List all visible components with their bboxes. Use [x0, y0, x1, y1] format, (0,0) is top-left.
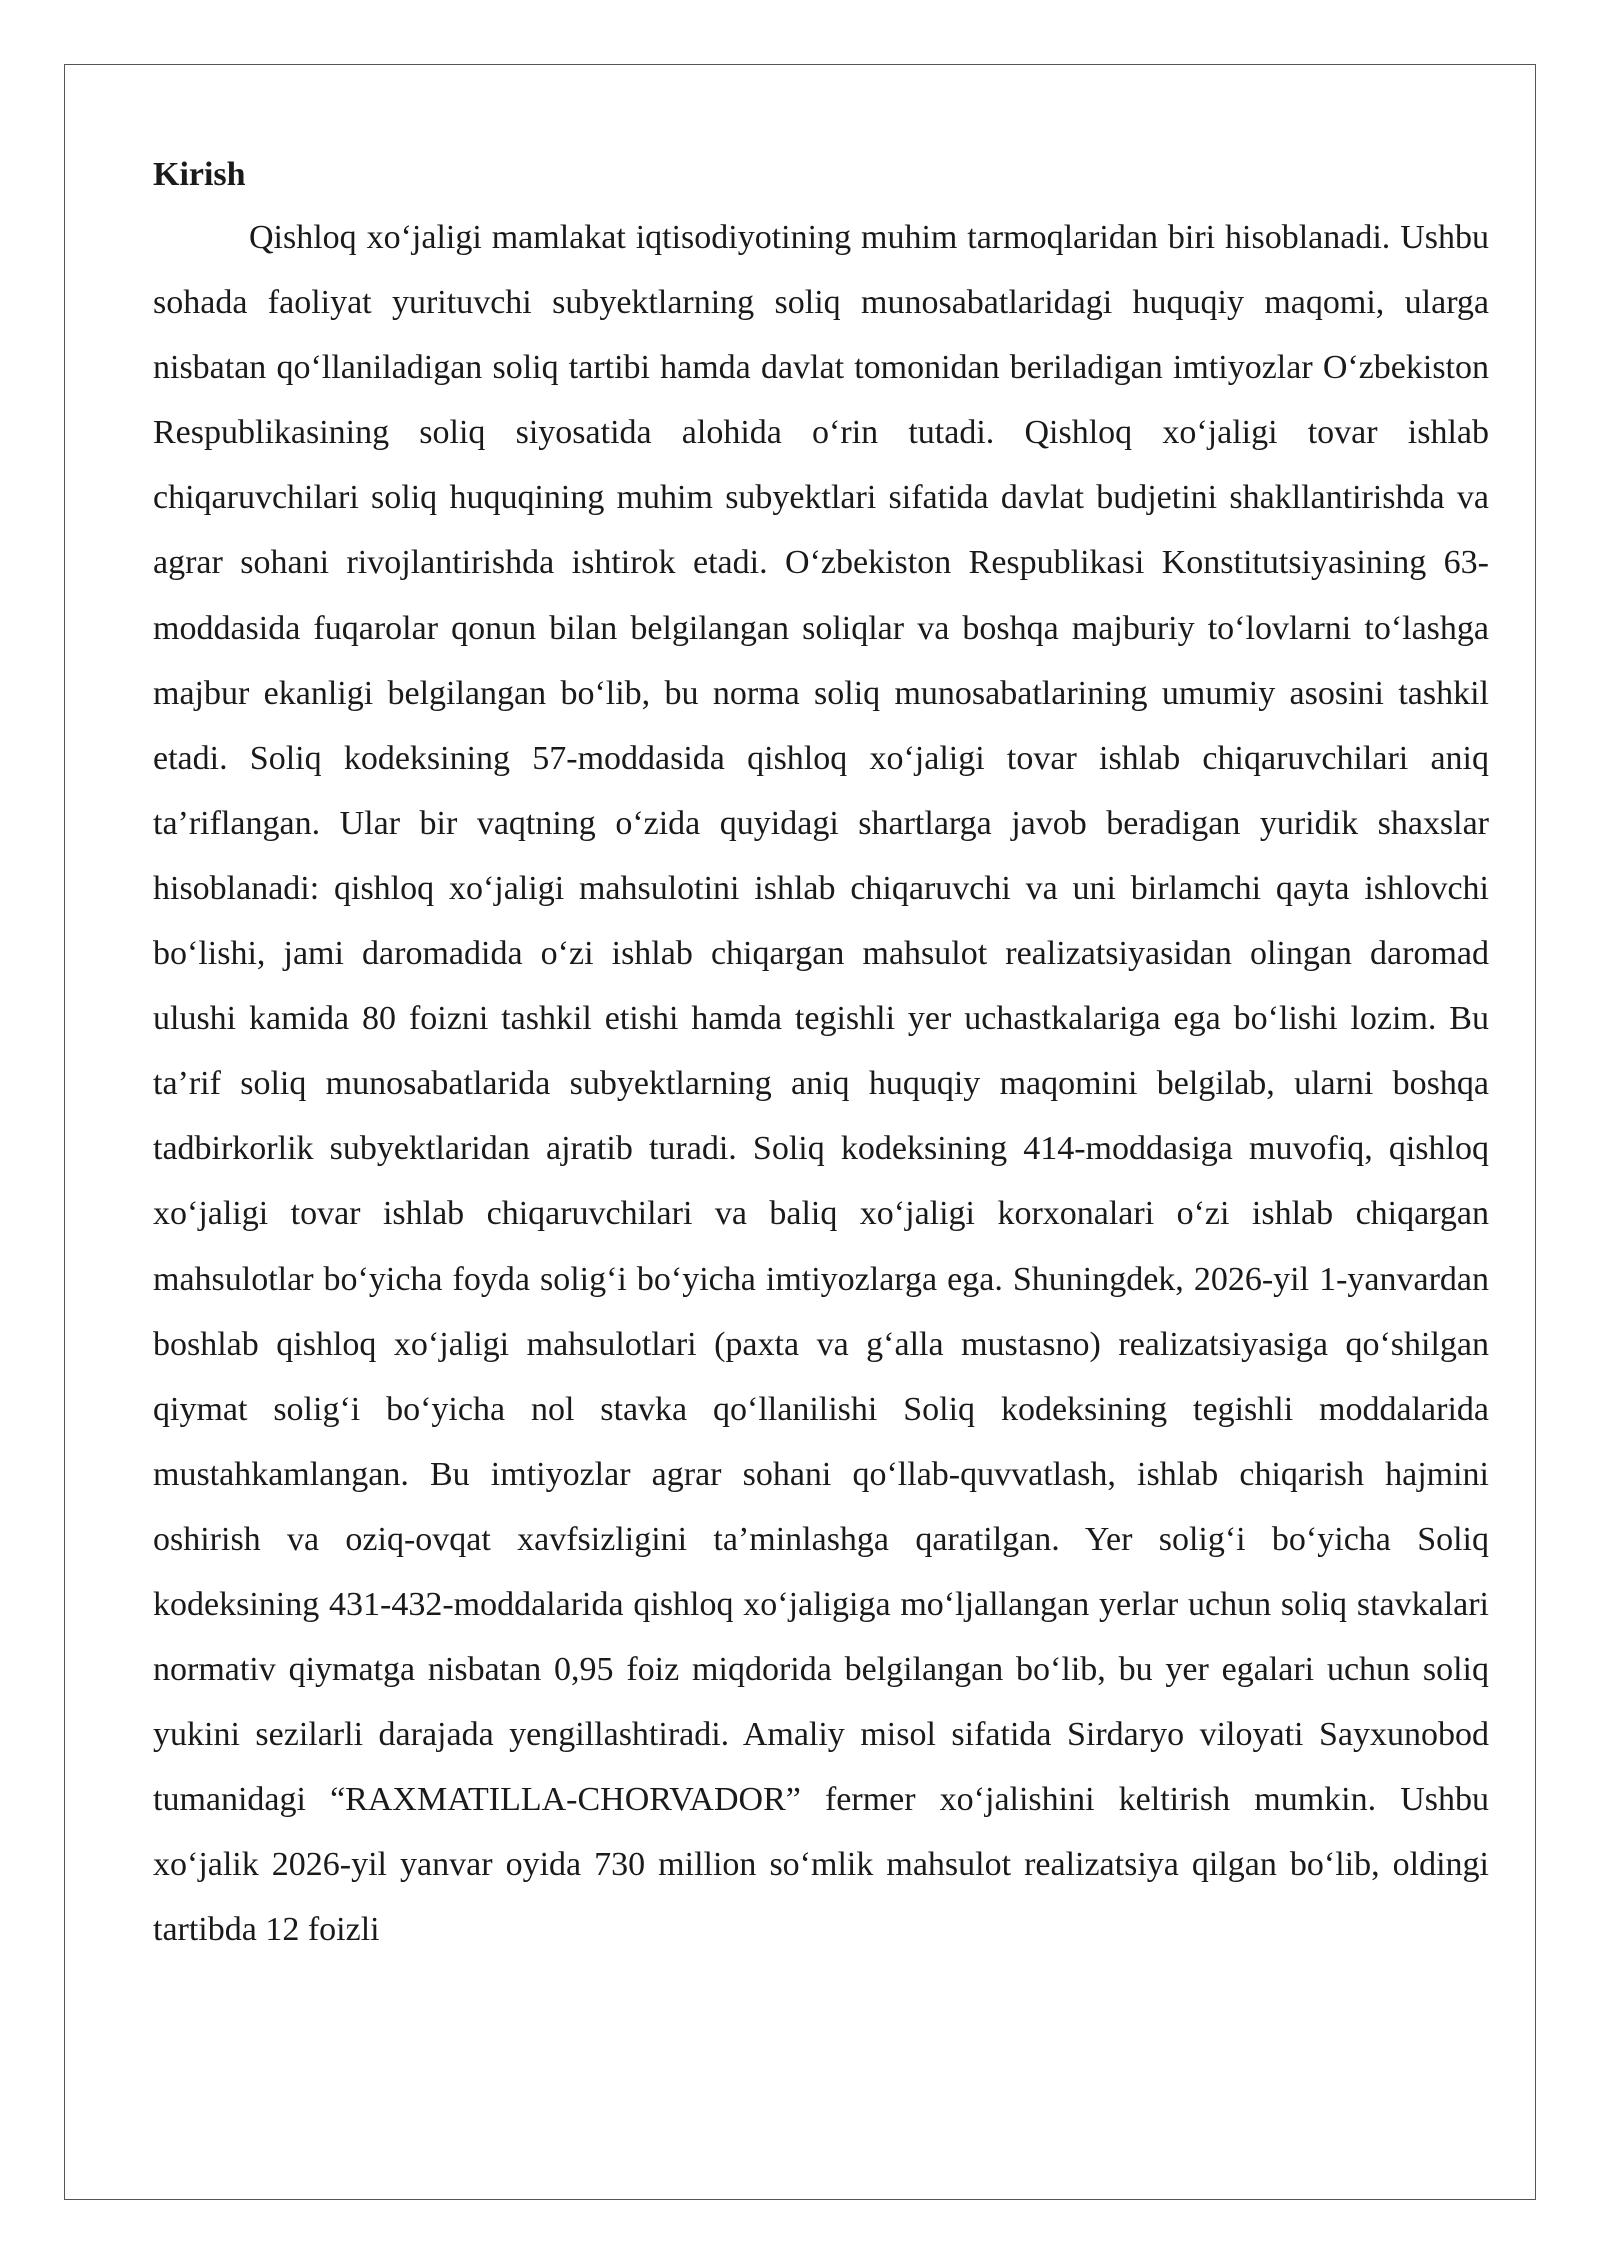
- document-body: [153, 145, 1489, 1963]
- body-paragraph: Qishloq xo‘jaligi mamlakat iqtisodiyotining muhim tarmoqlaridan biri hisoblanadi. Ushbu sohada faoliyat yurituvchi subyektlarning soliq munosabatlaridagi huquqiy maqomi, ularga nisbatan qo‘llaniladigan soliq tartibi hamda davlat tomonidan beriladigan imtiyozlar O‘zbekiston Respublikasining soliq siyosatida alohida o‘rin tutadi. Qishloq xo‘jaligi tovar ishlab chiqaruvchilari soliq huquqining muhim subyektlari sifatida davlat budjetini shakllantirishda va agrar sohani rivojlantirishda ishtirok etadi. O‘zbekiston Respublikasi Konstitutsiyasining 63-moddasida fuqarolar qonun bilan belgilangan soliqlar va boshqa majburiy to‘lovlarni to‘lashga majbur ekanligi belgilangan bo‘lib, bu norma soliq munosabatlarining umumiy asosini tashkil etadi. Soliq kodeksining 57-moddasida qishloq xo‘jaligi tovar ishlab chiqaruvchilari aniq ta’riflangan. Ular bir vaqtning o‘zida quyidagi shartlarga javob beradigan yuridik shaxslar hisoblanadi: qishloq xo‘jaligi mahsulotini ishlab chiqaruvchi va uni birlamchi qayta ishlovchi bo‘lishi, jami daromadida o‘zi ishlab chiqargan mahsulot realizatsiyasidan olingan daromad ulushi kamida 80 foizni tashkil etishi hamda tegishli yer uchastkalariga ega bo‘lishi lozim. Bu ta’rif soliq munosabatlarida subyektlarning aniq huquqiy maqomini belgilab, ularni boshqa tadbirkorlik subyektlaridan ajratib turadi. Soliq kodeksining 414-moddasiga muvofiq, qishloq xo‘jaligi tovar ishlab chiqaruvchilari va baliq xo‘jaligi korxonalari o‘zi ishlab chiqargan mahsulotlar bo‘yicha foyda solig‘i bo‘yicha imtiyozlarga ega. Shuningdek, 2026-yil 1-yanvardan boshlab qishloq xo‘jaligi mahsulotlari (paxta va g‘alla mustasno) realizatsiyasiga qo‘shilgan qiymat solig‘i bo‘yicha nol stavka qo‘llanilishi Soliq kodeksining tegishli moddalarida mustahkamlangan. Bu imtiyozlar agrar sohani qo‘llab-quvvatlash, ishlab chiqarish hajmini oshirish va oziq-ovqat xavfsizligini ta’minlashga qaratilgan. Yer solig‘i bo‘yicha Soliq kodeksining 431-432-moddalarida qishloq xo‘jaligiga mo‘ljallangan yerlar uchun soliq stavkalari normativ qiymatga nisbatan 0,95 foiz miqdorida belgilangan bo‘lib, bu yer egalari uchun soliq yukini sezilarli darajada yengillashtiradi. Amaliy misol sifatida Sirdaryo viloyati Sayxunobod tumanidagi “RAXMATILLA-CHORVADOR” fermer xo‘jalishini keltirish mumkin. Ushbu xo‘jalik 2026-yil yanvar oyida 730 million so‘mlik mahsulot realizatsiya qilgan bo‘lib, oldingi tartibda 12 foizli: [153, 219, 1489, 1949]
- section-heading: Kirish: [153, 156, 246, 193]
